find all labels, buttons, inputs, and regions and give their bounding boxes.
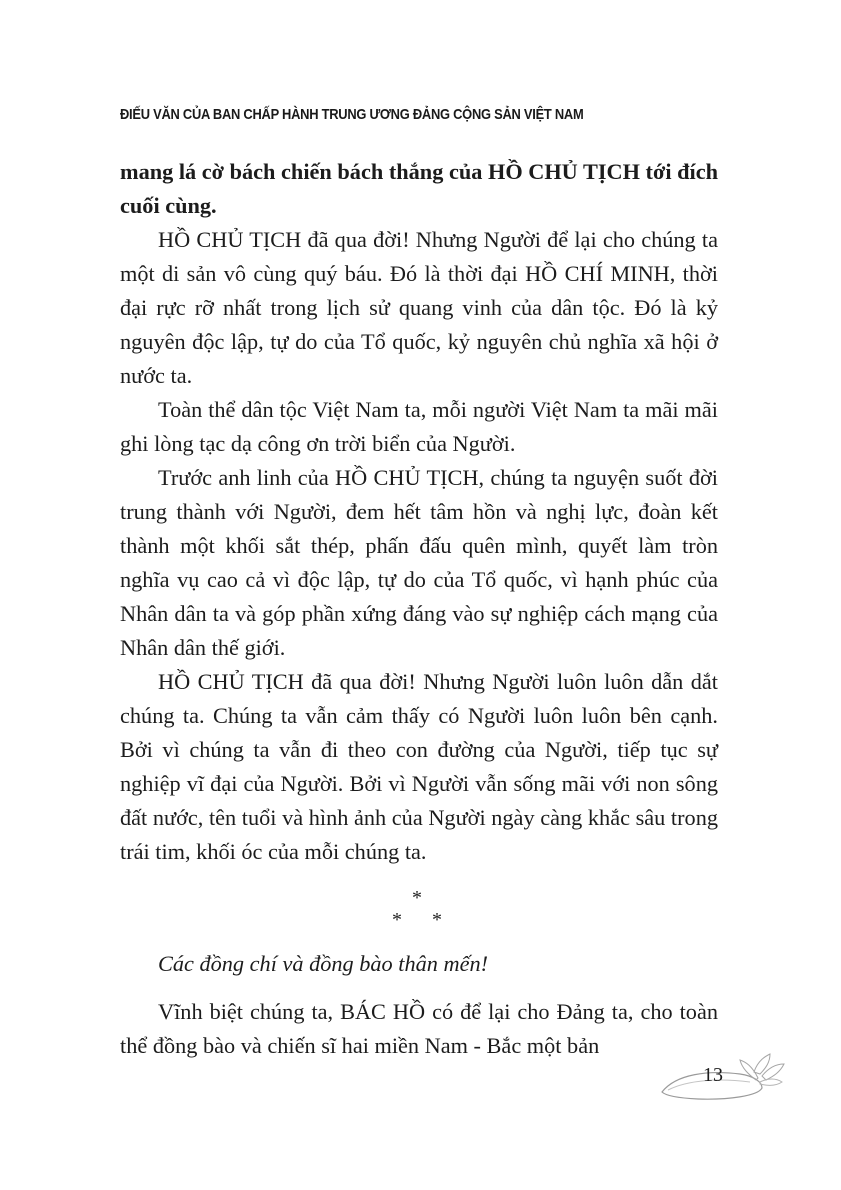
paragraph-3: Trước anh linh của HỒ CHỦ TỊCH, chúng ta nguyện suốt đời trung thành với Người, đem hết tâm hồn và nghị lực, đoàn kết thành một khối sắt thép, phấn đấu quên mình, quyết làm tròn nghĩa vụ cao cả vì độc lập, tự do của Tổ quốc, vì hạnh phúc của Nhân dân ta và góp phần xứng đáng vào sự nghiệp cách mạng của Nhân dân thế giới. <box>120 465 718 660</box>
salutation: Các đồng chí và đồng bào thân mến! <box>158 951 489 976</box>
paragraph-4: HỒ CHỦ TỊCH đã qua đời! Nhưng Người luôn luôn dẫn dắt chúng ta. Chúng ta vẫn cảm thấy có Người luôn luôn bên cạnh. Bởi vì chúng ta vẫn đi theo con đường của Người, tiếp tục sự nghiệp vĩ đại của Người. Bởi vì Người vẫn sống mãi với non sông đất nước, tên tuổi và hình ảnh của Người ngày càng khắc sâu trong trái tim, khối óc của mỗi chúng ta. <box>120 669 718 864</box>
separator-star: * <box>432 909 442 931</box>
running-header: ĐIẾU VĂN CỦA BAN CHẤP HÀNH TRUNG ƯƠNG ĐẢNG CỘNG SẢN VIỆT NAM <box>120 106 584 123</box>
paragraph-1: HỒ CHỦ TỊCH đã qua đời! Nhưng Người để lại cho chúng ta một di sản vô cùng quý báu. Đó là thời đại HỒ CHÍ MINH, thời đại rực rỡ nhất trong lịch sử quang vinh của dân tộc. Đó là kỷ nguyên độc lập, tự do của Tổ quốc, kỷ nguyên chủ nghĩa xã hội ở nước ta. <box>120 227 718 388</box>
page-number: 13 <box>703 1064 723 1086</box>
section-separator <box>120 875 718 931</box>
page-number-badge <box>658 1052 788 1104</box>
paragraph-2: Toàn thể dân tộc Việt Nam ta, mỗi người Việt Nam ta mãi mãi ghi lòng tạc dạ công ơn trời biển của Người. <box>120 397 718 456</box>
closing-paragraph: Vĩnh biệt chúng ta, BÁC HỒ có để lại cho Đảng ta, cho toàn thể đồng bào và chiến sĩ hai miền Nam - Bắc một bản <box>120 999 718 1058</box>
separator-star: * <box>392 909 402 931</box>
separator-star: * <box>412 887 422 909</box>
lead-bold-text: mang lá cờ bách chiến bách thắng của HỒ CHỦ TỊCH tới đích cuối cùng. <box>120 159 718 218</box>
main-text <box>120 155 718 1063</box>
